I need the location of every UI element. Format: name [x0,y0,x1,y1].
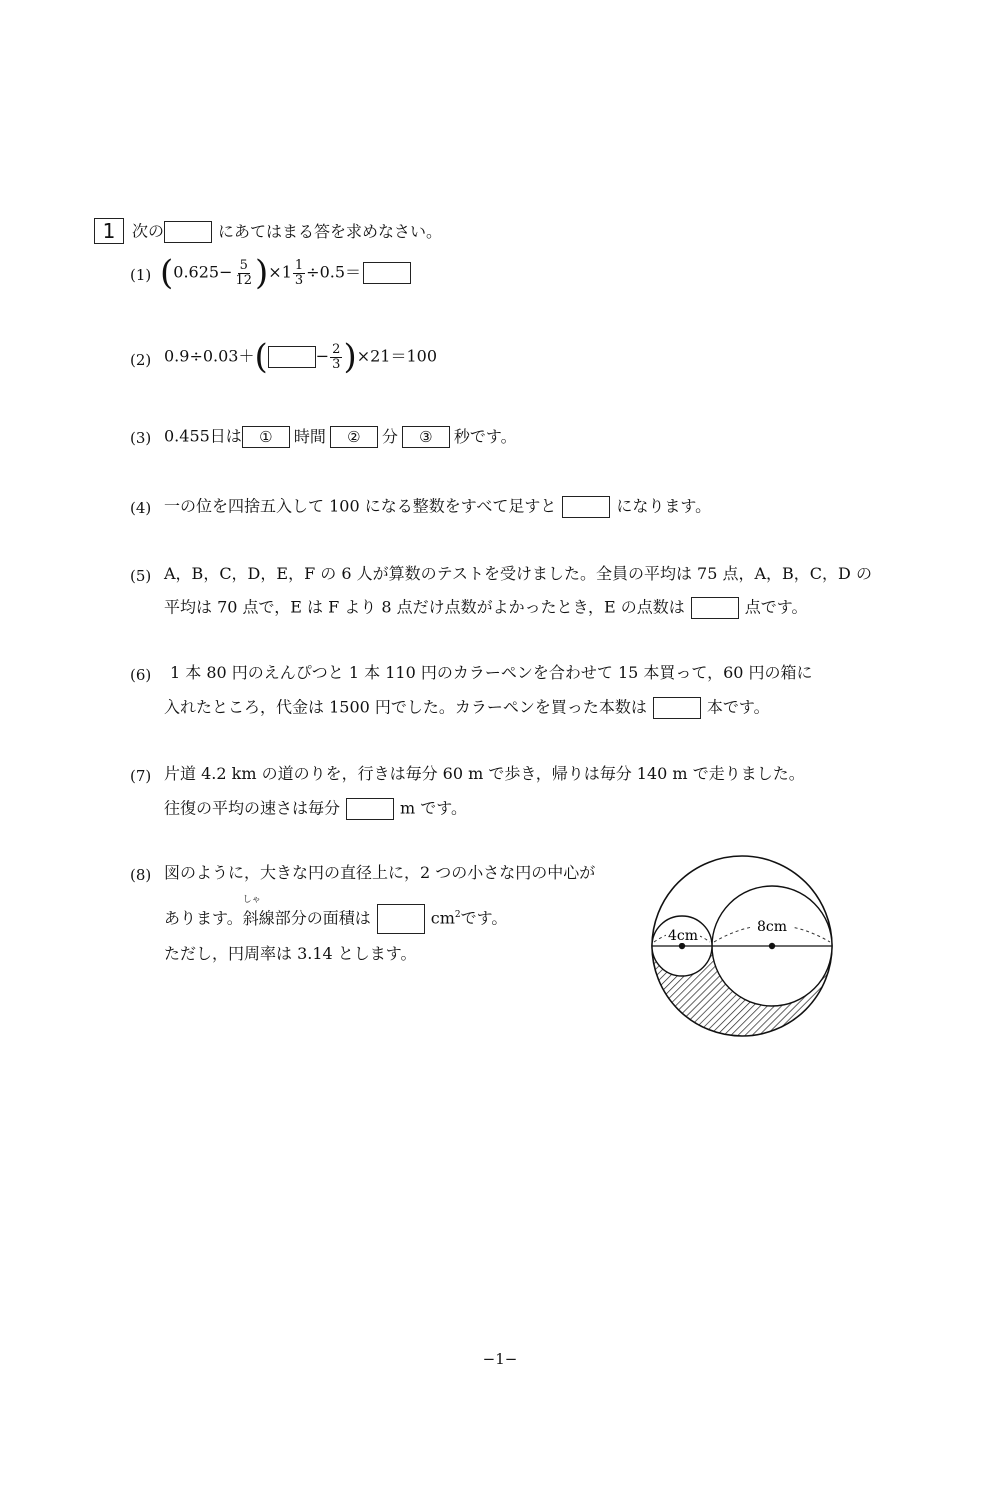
q3-answer-box-3[interactable]: ③ [402,426,450,448]
q8-ruby-base: 斜 [242,908,259,928]
instruction-after: にあてはまる答を求めなさい。 [218,221,443,241]
q3-answer-box-2[interactable]: ② [330,426,378,448]
instruction-before: 次の [132,221,165,241]
q1-times: ×1 [268,262,292,282]
q4-body: 一の位を四捨五入して 100 になる整数をすべて足すと [164,496,557,516]
q4-label: (4) [130,499,152,517]
q8-answer-box[interactable] [377,904,425,934]
q7-answer-box[interactable] [346,798,394,820]
q8-line-2 [164,894,508,934]
q6-line-1: 1 本 80 円のえんぴつと 1 本 110 円のカラーペンを合わせて 15 本買って，60 円の箱に [170,663,813,682]
q3-text [164,426,517,448]
q1-fraction-1 [233,259,254,288]
q5-line-2 [164,597,807,619]
medium-center-dot [769,943,775,949]
q2-f-num: 2 [332,341,341,357]
q8-ruby-text: しゃ [242,894,261,905]
q2-f-den: 3 [332,356,341,372]
q5-line-2-text: 平均は 70 点で，E は F より 8 点だけ点数がよかったとき，E の点数は [164,597,685,617]
q8-circle-figure [640,850,850,1050]
q2-start: 0.9÷0.03＋ [164,346,255,366]
q7-line-2-text: 往復の平均の速さは毎分 [164,798,341,818]
q8-line-2b: 線部分の面積は [258,908,371,928]
q3-unit-seconds: 秒です。 [453,426,517,446]
q7-label: (7) [130,767,152,785]
q5-label: (5) [130,567,152,585]
section-number: 1 [94,218,124,244]
page-number: −1− [482,1350,518,1368]
q4-text [164,496,711,518]
q1-f2-num: 1 [294,257,304,273]
q1-answer-box[interactable] [363,262,411,284]
q2-expression [164,337,438,377]
q3-answer-box-1[interactable]: ① [242,426,290,448]
q3-start: 0.455日は [164,426,242,446]
q8-unit-sup: 2 [454,910,461,921]
q1-f1-num: 5 [239,257,248,273]
q8-label: (8) [130,866,152,884]
q2-answer-box[interactable] [268,346,316,368]
q6-line-2-text: 入れたところ，代金は 1500 円でした。カラーペンを買った本数は [164,697,647,717]
q2-rest: ×21＝100 [356,346,438,366]
q5-after: 点です。 [744,597,808,617]
q2-minus: − [315,346,330,366]
q3-unit-hours: 時間 [293,426,326,446]
q1-rest: ÷0.5＝ [306,262,362,282]
q1-term-a: 0.625 [173,262,220,282]
q2-paren-open: ( [254,337,268,377]
q2-fraction [330,343,342,372]
large-length-label: 8cm [756,919,788,935]
q5-answer-box[interactable] [691,597,739,619]
q8-line-3: ただし，円周率は 3.14 とします。 [164,944,417,963]
answer-box-example [164,221,212,243]
q8-ruby [242,894,261,929]
q8-unit: cm [430,908,455,928]
q8-line-1: 図のように，大きな円の直径上に，2 つの小さな円の中心が [164,863,596,882]
q3-label: (3) [130,429,152,447]
section-instruction [132,221,442,243]
q1-paren-open: ( [160,253,174,293]
q6-after: 本です。 [706,697,770,717]
q6-answer-box[interactable] [653,697,701,719]
q1-minus: − [219,262,233,282]
q1-f1-den: 12 [235,272,253,288]
q7-line-1: 片道 4.2 km の道のりを，行きは毎分 60 m で歩き，帰りは毎分 140 m で走りました。 [164,764,805,783]
q8-unit-after: です。 [460,908,508,928]
q1-fraction-2 [293,259,305,288]
q7-after: m です。 [400,798,467,818]
q1-f2-den: 3 [294,272,304,288]
q5-line-1: A，B，C，D，E，F の 6 人が算数のテストを受けました。全員の平均は 75 点，A，B，C，D の [164,564,872,583]
q6-label: (6) [130,666,152,684]
q6-line-2 [164,697,770,719]
q7-line-2 [164,798,467,820]
q1-label: (1) [130,266,152,284]
q4-answer-box[interactable] [562,496,610,518]
q2-paren-close: ) [343,337,357,377]
q8-line-2a: あります。 [164,908,243,928]
small-length-label: 4cm [667,928,699,944]
q2-label: (2) [130,351,152,369]
q3-unit-minutes: 分 [381,426,398,446]
q4-after: になります。 [616,496,712,516]
q1-paren-close: ) [255,253,269,293]
q1-expression [160,253,411,293]
